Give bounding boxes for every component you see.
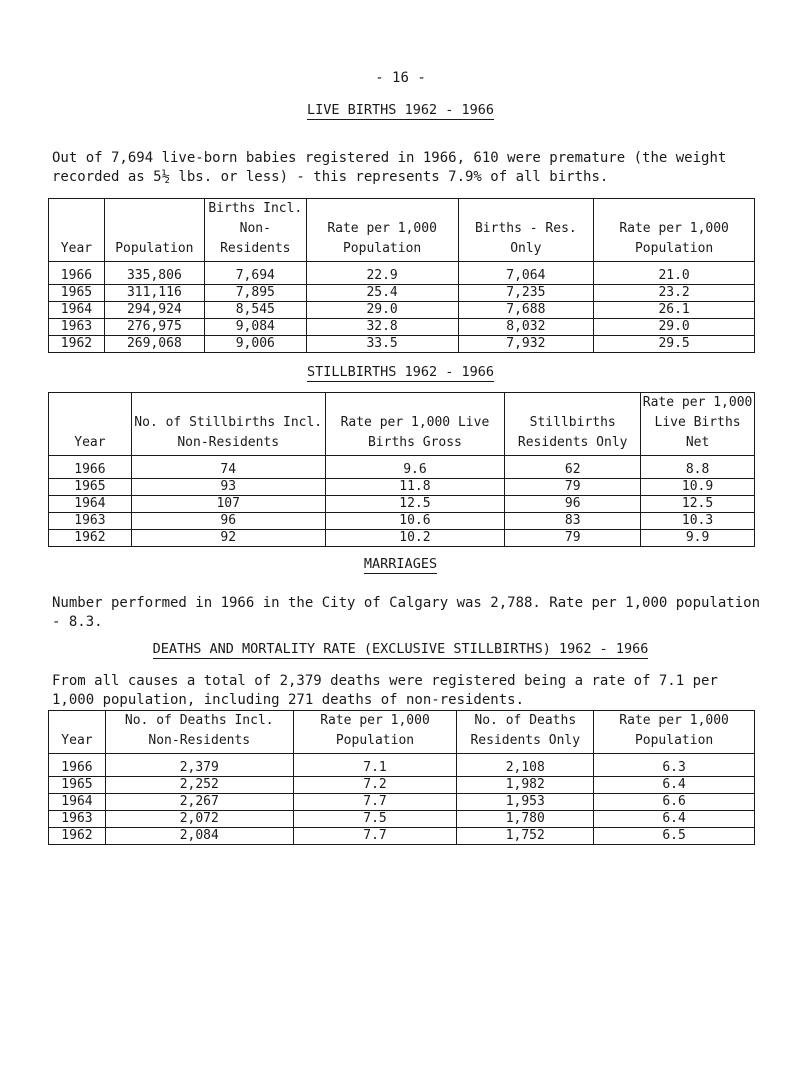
table-row — [49, 479, 755, 496]
column-header: Rate per 1,000 Population — [594, 711, 755, 754]
table-cell: 2,072 — [105, 811, 293, 828]
live-births-heading: LIVE BIRTHS 1962 - 1966 — [307, 102, 494, 118]
table-cell: 7,235 — [458, 285, 594, 302]
table-cell: 92 — [131, 530, 325, 547]
table-cell: 83 — [505, 513, 641, 530]
table-cell: 29.0 — [594, 319, 755, 336]
live-births-table — [48, 198, 755, 353]
column-header: Births Incl. Non-Residents — [204, 199, 306, 262]
stillbirths-heading: STILLBIRTHS 1962 - 1966 — [307, 364, 494, 380]
column-header: Population — [104, 199, 204, 262]
table-cell: 96 — [505, 496, 641, 513]
table-cell: 6.6 — [594, 794, 755, 811]
table-header-row — [49, 199, 755, 262]
table-cell: 1,982 — [457, 777, 594, 794]
table-cell: 9,006 — [204, 336, 306, 353]
table-cell: 21.0 — [594, 262, 755, 285]
column-header: Rate per 1,000 Population — [293, 711, 457, 754]
table-cell: 1964 — [49, 302, 105, 319]
table-row — [49, 319, 755, 336]
marriages-text: Number performed in 1966 in the City of Calgary was 2,788. Rate per 1,000 population - 8.3. — [52, 595, 761, 630]
table-cell: 23.2 — [594, 285, 755, 302]
table-cell: 1963 — [49, 811, 106, 828]
table-cell: 7.5 — [293, 811, 457, 828]
table-cell: 7,932 — [458, 336, 594, 353]
column-header: Rate per 1,000 Live Births Gross — [325, 393, 505, 456]
column-header: Rate per 1,000 Population — [306, 199, 458, 262]
table-cell: 107 — [131, 496, 325, 513]
table-cell: 8,545 — [204, 302, 306, 319]
table-cell: 7.7 — [293, 794, 457, 811]
marriages-heading: MARRIAGES — [363, 556, 438, 572]
table-row — [49, 777, 755, 794]
table-cell: 12.5 — [641, 496, 755, 513]
table-cell: 1962 — [49, 530, 132, 547]
table-cell: 1962 — [49, 336, 105, 353]
table-row — [49, 456, 755, 479]
table-cell: 96 — [131, 513, 325, 530]
table-row — [49, 285, 755, 302]
table-cell: 11.8 — [325, 479, 505, 496]
table-cell: 10.6 — [325, 513, 505, 530]
table-cell: 32.8 — [306, 319, 458, 336]
table-row — [49, 811, 755, 828]
table-cell: 6.3 — [594, 754, 755, 777]
table-cell: 26.1 — [594, 302, 755, 319]
table-cell: 29.5 — [594, 336, 755, 353]
table-cell: 1965 — [49, 777, 106, 794]
table-cell: 1962 — [49, 828, 106, 845]
table-cell: 311,116 — [104, 285, 204, 302]
column-header: No. of Stillbirths Incl. Non-Residents — [131, 393, 325, 456]
stillbirths-table — [48, 392, 755, 547]
table-cell: 1966 — [49, 456, 132, 479]
column-header: Rate per 1,000 Population — [594, 199, 755, 262]
table-cell: 9.6 — [325, 456, 505, 479]
table-row — [49, 530, 755, 547]
column-header: Year — [49, 393, 132, 456]
column-header: Births - Res. Only — [458, 199, 594, 262]
table-cell: 7.2 — [293, 777, 457, 794]
table-cell: 79 — [505, 479, 641, 496]
table-cell: 8,032 — [458, 319, 594, 336]
table-cell: 6.5 — [594, 828, 755, 845]
table-cell: 269,068 — [104, 336, 204, 353]
table-cell: 1964 — [49, 794, 106, 811]
table-cell: 6.4 — [594, 777, 755, 794]
table-cell: 2,084 — [105, 828, 293, 845]
table-row — [49, 513, 755, 530]
table-cell: 7,895 — [204, 285, 306, 302]
table-cell: 10.9 — [641, 479, 755, 496]
table-cell: 29.0 — [306, 302, 458, 319]
table-cell: 25.4 — [306, 285, 458, 302]
column-header: Rate per 1,000 Live Births Net — [641, 393, 755, 456]
table-cell: 1965 — [49, 285, 105, 302]
table-cell: 10.2 — [325, 530, 505, 547]
column-header: Stillbirths Residents Only — [505, 393, 641, 456]
table-cell: 1965 — [49, 479, 132, 496]
table-cell: 1963 — [49, 513, 132, 530]
table-row — [49, 336, 755, 353]
table-cell: 10.3 — [641, 513, 755, 530]
table-cell: 294,924 — [104, 302, 204, 319]
table-cell: 2,108 — [457, 754, 594, 777]
table-cell: 7.1 — [293, 754, 457, 777]
table-cell: 74 — [131, 456, 325, 479]
table-row — [49, 754, 755, 777]
table-cell: 1,953 — [457, 794, 594, 811]
live-births-intro: Out of 7,694 live-born babies registered in 1966, 610 were premature (the weight recorded as 5½ lbs. or less) - this represents 7.9% of all births. — [52, 150, 727, 185]
table-cell: 2,267 — [105, 794, 293, 811]
table-cell: 8.8 — [641, 456, 755, 479]
table-cell: 1966 — [49, 754, 106, 777]
table-cell: 7.7 — [293, 828, 457, 845]
table-cell: 6.4 — [594, 811, 755, 828]
table-cell: 7,688 — [458, 302, 594, 319]
deaths-intro: From all causes a total of 2,379 deaths were registered being a rate of 7.1 per 1,000 population, including 271 deaths of non-residents. — [52, 673, 718, 708]
table-cell: 2,379 — [105, 754, 293, 777]
table-cell: 1966 — [49, 262, 105, 285]
table-cell: 1964 — [49, 496, 132, 513]
column-header: No. of Deaths Incl. Non-Residents — [105, 711, 293, 754]
table-cell: 1,752 — [457, 828, 594, 845]
table-cell: 7,694 — [204, 262, 306, 285]
table-cell: 93 — [131, 479, 325, 496]
table-cell: 12.5 — [325, 496, 505, 513]
deaths-heading: DEATHS AND MORTALITY RATE (EXCLUSIVE STILLBIRTHS) 1962 - 1966 — [152, 641, 649, 657]
table-header-row — [49, 393, 755, 456]
table-cell: 79 — [505, 530, 641, 547]
table-cell: 9,084 — [204, 319, 306, 336]
column-header: Year — [49, 199, 105, 262]
table-cell: 7,064 — [458, 262, 594, 285]
table-cell: 9.9 — [641, 530, 755, 547]
table-cell: 22.9 — [306, 262, 458, 285]
deaths-table — [48, 710, 755, 845]
table-row — [49, 496, 755, 513]
column-header: No. of Deaths Residents Only — [457, 711, 594, 754]
page-number: - 16 - — [375, 70, 426, 86]
table-row — [49, 262, 755, 285]
table-row — [49, 794, 755, 811]
table-cell: 1,780 — [457, 811, 594, 828]
column-header: Year — [49, 711, 106, 754]
table-cell: 62 — [505, 456, 641, 479]
table-cell: 33.5 — [306, 336, 458, 353]
table-row — [49, 302, 755, 319]
table-header-row — [49, 711, 755, 754]
table-cell: 276,975 — [104, 319, 204, 336]
table-cell: 1963 — [49, 319, 105, 336]
table-cell: 2,252 — [105, 777, 293, 794]
table-cell: 335,806 — [104, 262, 204, 285]
table-row — [49, 828, 755, 845]
